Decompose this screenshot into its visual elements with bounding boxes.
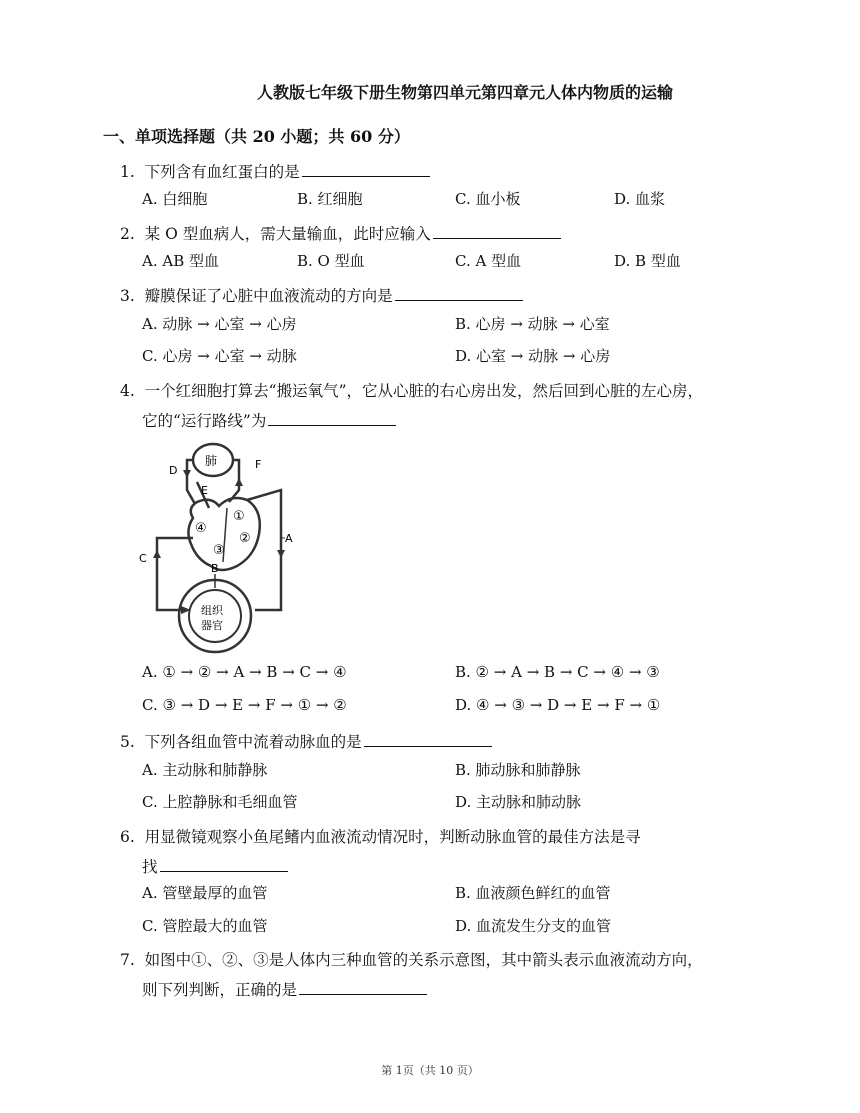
option-d: D. B 型血 — [614, 252, 681, 270]
question-text: 瓣膜保证了心脏中血液流动的方向是 — [144, 287, 393, 305]
answer-blank[interactable] — [299, 979, 427, 995]
option-d: D. 血浆 — [614, 190, 666, 208]
blood-circulation-diagram — [135, 438, 295, 656]
question-7-line2 — [142, 978, 427, 1000]
question-text: 找 — [142, 858, 158, 876]
question-4 — [120, 379, 703, 401]
question-text: 一个红细胞打算去“搬运氧气”，它从心脏的右心房出发，然后回到心脏的左心房， — [144, 382, 704, 400]
label-b: B — [211, 562, 219, 575]
question-text: 下列含有血红蛋白的是 — [144, 163, 300, 181]
option-b: B. 肺动脉和肺静脉 — [455, 761, 581, 779]
question-number: 4. — [120, 382, 135, 400]
option-c: C. ③ → D → E → F → ① → ② — [142, 696, 347, 714]
option-a: A. 管壁最厚的血管 — [142, 884, 268, 902]
option-a: A. ① → ② → A → B → C → ④ — [142, 663, 347, 681]
chamber-2: ② — [239, 531, 251, 546]
question-number: 2. — [120, 225, 135, 243]
label-a: A — [285, 532, 293, 545]
question-text: 如图中①、②、③是人体内三种血管的关系示意图，其中箭头表示血液流动方向， — [144, 951, 703, 969]
question-number: 6. — [120, 828, 135, 846]
organ-label-1: 组织 — [201, 604, 223, 617]
question-number: 3. — [120, 287, 135, 305]
question-number: 5. — [120, 733, 135, 751]
answer-blank[interactable] — [433, 223, 561, 239]
option-a: A. 动脉 → 心室 → 心房 — [142, 315, 297, 333]
question-text: 用显微镜观察小鱼尾鳍内血液流动情况时，判断动脉血管的最佳方法是寻 — [144, 828, 641, 846]
section-heading: 一、单项选择题（共 20 小题；共 60 分） — [103, 127, 410, 146]
label-e: E — [201, 484, 208, 497]
question-text: 下列各组血管中流着动脉血的是 — [144, 733, 362, 751]
answer-blank[interactable] — [302, 161, 430, 177]
question-4-line2 — [142, 409, 396, 431]
option-c: C. A 型血 — [455, 252, 522, 270]
question-3 — [120, 284, 523, 306]
question-text: 则下列判断，正确的是 — [142, 981, 298, 999]
option-d: D. 心室 → 动脉 → 心房 — [455, 347, 611, 365]
option-c: C. 血小板 — [455, 190, 521, 208]
option-b: B. 红细胞 — [297, 190, 363, 208]
option-b: B. O 型血 — [297, 252, 365, 270]
option-c: C. 心房 → 心室 → 动脉 — [142, 347, 297, 365]
question-number: 1. — [120, 163, 135, 181]
label-c: C — [139, 552, 147, 565]
question-7 — [120, 948, 703, 970]
option-d: D. ④ → ③ → D → E → F → ① — [455, 696, 661, 714]
page-footer: 第 1页（共 10 页） — [381, 1064, 479, 1077]
question-6-line2 — [142, 855, 288, 877]
option-b: B. 心房 → 动脉 → 心室 — [455, 315, 610, 333]
question-6 — [120, 825, 641, 847]
option-c: C. 管腔最大的血管 — [142, 917, 268, 935]
chamber-1: ① — [233, 509, 245, 524]
question-number: 7. — [120, 951, 135, 969]
answer-blank[interactable] — [364, 731, 492, 747]
answer-blank[interactable] — [268, 410, 396, 426]
question-text: 某 O 型血病人，需大量输血，此时应输入 — [144, 225, 431, 243]
option-a: A. 主动脉和肺静脉 — [142, 761, 268, 779]
label-d: D — [169, 464, 178, 477]
option-b: B. 血液颜色鲜红的血管 — [455, 884, 611, 902]
option-a: A. AB 型血 — [142, 252, 219, 270]
organ-label-2: 器官 — [201, 619, 223, 632]
chamber-4: ④ — [195, 521, 207, 536]
label-f: F — [255, 458, 262, 471]
question-text: 它的“运行路线”为 — [142, 412, 267, 430]
option-b: B. ② → A → B → C → ④ → ③ — [455, 663, 660, 681]
option-d: D. 主动脉和肺动脉 — [455, 793, 582, 811]
answer-blank[interactable] — [395, 285, 523, 301]
answer-blank[interactable] — [160, 856, 288, 872]
question-5 — [120, 730, 492, 752]
page-title: 人教版七年级下册生物第四单元第四章元人体内物质的运输 — [256, 83, 673, 102]
chamber-3: ③ — [213, 543, 225, 558]
option-c: C. 上腔静脉和毛细血管 — [142, 793, 298, 811]
lung-label: 肺 — [205, 454, 218, 468]
question-1 — [120, 160, 430, 182]
option-d: D. 血流发生分支的血管 — [455, 917, 612, 935]
question-2 — [120, 222, 561, 244]
option-a: A. 白细胞 — [142, 190, 208, 208]
